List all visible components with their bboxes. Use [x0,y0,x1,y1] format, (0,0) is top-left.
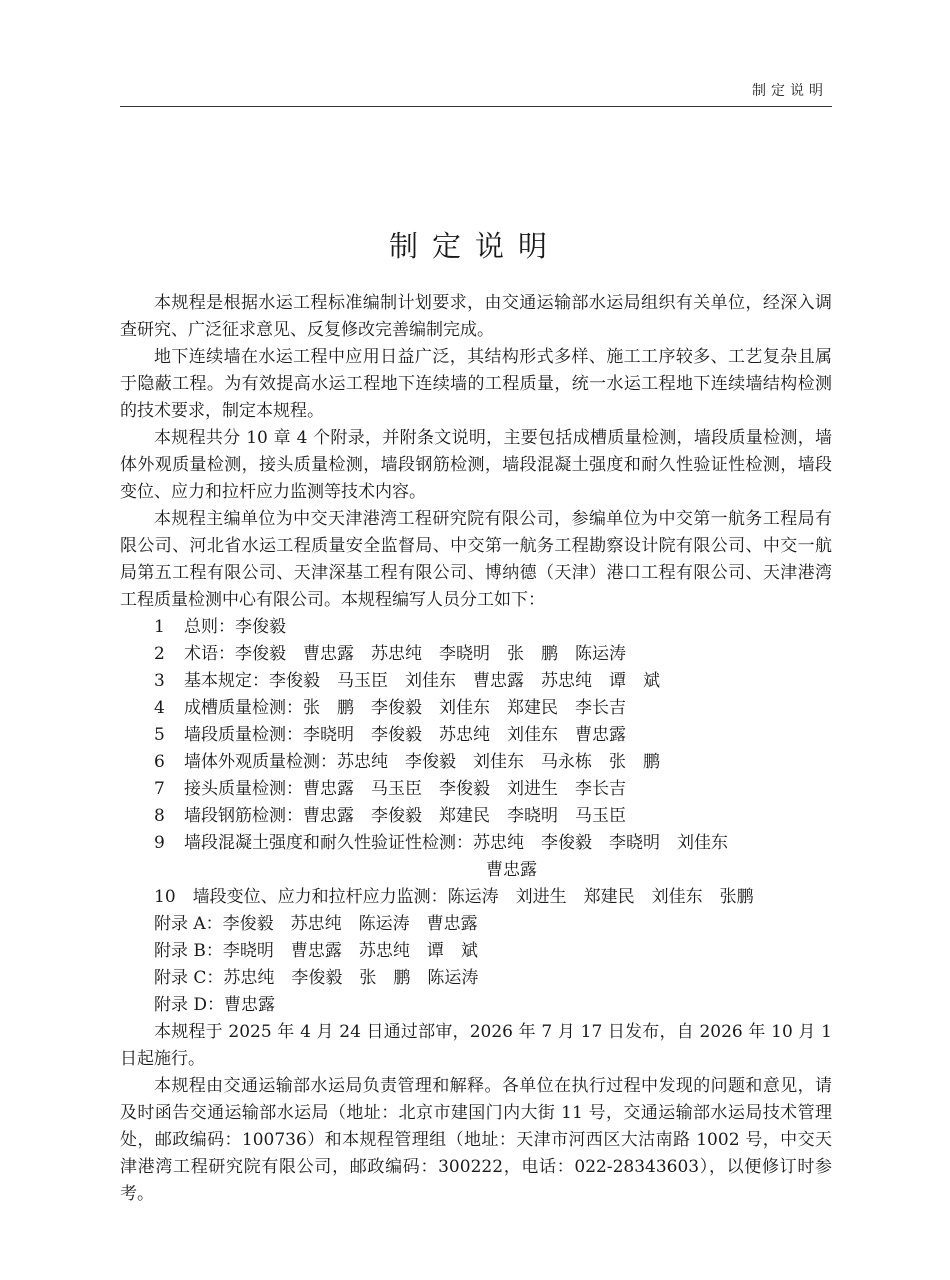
chapter-item: 10 墙段变位、应力和拉杆应力监测：陈运涛 刘进生 郑建民 刘佳东 张鹏 [154,887,754,907]
paragraph: 本规程共分 10 章 4 个附录，并附条文说明，主要包括成槽质量检测，墙段质量检测，墙体外观质量检测，接头质量检测，墙段钢筋检测，墙段混凝土强度和耐久性验证性检测，墙段变位、应力和拉杆应力监测等技术内容。 [120,428,832,502]
closing-paragraph: 本规程于 2025 年 4 月 24 日通过部审，2026 年 7 月 17 日发布，自 2026 年 10 月 1 日起施行。 [120,1022,832,1069]
chapter-item [120,722,832,749]
paragraph: 地下连续墙在水运工程中应用日益广泛，其结构形式多样、施工工序较多、工艺复杂且属于隐蔽工程。为有效提高水运工程地下连续墙的工程质量，统一水运工程地下连续墙结构检测的技术要求，制定本规程。 [120,347,832,421]
chapter-number: 1 [154,617,165,637]
chapter-item-continuation: 曹忠露 [486,860,537,880]
running-header: 制定说明 [752,83,828,99]
chapter-number: 2 [154,644,165,664]
page-title: 制定说明 [388,229,561,263]
chapter-item [120,830,832,857]
chapter-authors: 墙体外观质量检测：苏忠纯 李俊毅 刘佳东 马永栋 张 鹏 [184,752,660,772]
chapter-number: 5 [154,725,165,745]
chapter-authors: 墙段钢筋检测：曹忠露 李俊毅 郑建民 李晓明 马玉臣 [184,806,626,826]
chapter-number: 3 [154,671,165,691]
appendix-item: 附录 A：李俊毅 苏忠纯 陈运涛 曹忠露 [154,914,478,934]
chapter-item [120,776,832,803]
chapter-authors: 接头质量检测：曹忠露 马玉臣 李俊毅 刘进生 李长吉 [184,779,626,799]
chapter-item [120,695,832,722]
chapter-item [120,614,832,641]
appendix-item: 附录 D：曹忠露 [154,995,276,1015]
chapter-number: 6 [154,752,165,772]
chapter-item [120,803,832,830]
chapter-number: 4 [154,698,165,718]
chapter-authors: 基本规定：李俊毅 马玉臣 刘佳东 曹忠露 苏忠纯 谭 斌 [184,671,660,691]
chapter-number: 8 [154,806,165,826]
chapter-authors: 墙段质量检测：李晓明 李俊毅 苏忠纯 刘佳东 曹忠露 [184,725,626,745]
chapter-item [120,668,832,695]
chapter-item [120,641,832,668]
chapter-authors: 术语：李俊毅 曹忠露 苏忠纯 李晓明 张 鹏 陈运涛 [184,644,626,664]
appendix-item: 附录 C：苏忠纯 李俊毅 张 鹏 陈运涛 [154,968,479,988]
chapter-authors: 成槽质量检测：张 鹏 李俊毅 刘佳东 郑建民 李长吉 [184,698,626,718]
chapter-item [120,749,832,776]
appendix-item: 附录 B：李晓明 曹忠露 苏忠纯 谭 斌 [154,941,478,961]
closing-paragraph: 本规程由交通运输部水运局负责管理和解释。各单位在执行过程中发现的问题和意见，请及时函告交通运输部水运局（地址：北京市建国门内大街 11 号，交通运输部水运局技术管理处，邮政编码：100736）和本规程管理组（地址：天津市河西区大沽南路 1002 号，中交天津港湾工程研究院有限公司，邮政编码：300222，电话：022-28343603），以便修订时参考。 [120,1076,832,1204]
document-body [120,290,832,1208]
header-rule [120,106,832,107]
chapter-number: 7 [154,779,165,799]
paragraph: 本规程是根据水运工程标准编制计划要求，由交通运输部水运局组织有关单位，经深入调查研究、广泛征求意见、反复修改完善编制完成。 [120,293,832,340]
paragraph: 本规程主编单位为中交天津港湾工程研究院有限公司，参编单位为中交第一航务工程局有限公司、河北省水运工程质量安全监督局、中交第一航务工程勘察设计院有限公司、中交一航局第五工程有限公司、天津深基工程有限公司、博纳德（天津）港口工程有限公司、天津港湾工程质量检测中心有限公司。本规程编写人员分工如下： [120,509,832,610]
chapter-number: 9 [154,833,165,853]
chapter-authors: 总则：李俊毅 [184,617,286,637]
chapter-authors: 墙段混凝土强度和耐久性验证性检测：苏忠纯 李俊毅 李晓明 刘佳东 [184,833,728,853]
